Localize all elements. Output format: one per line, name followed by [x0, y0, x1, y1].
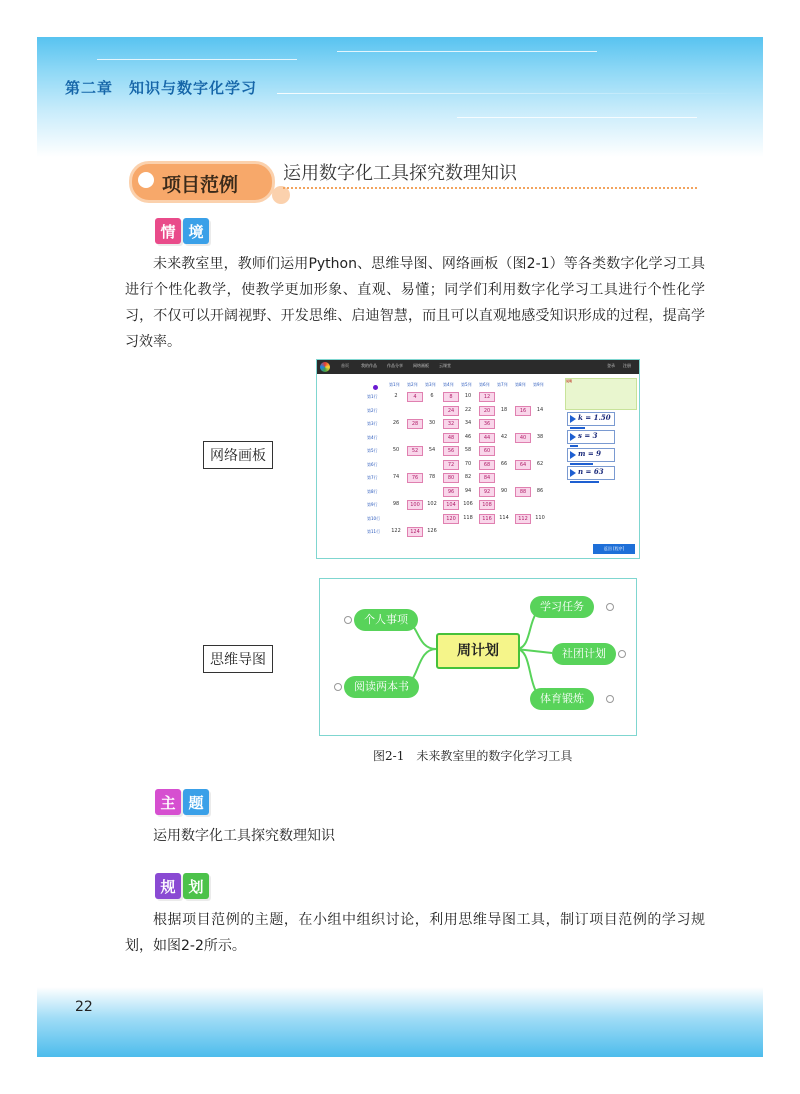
geoboard-number-cell: 56: [443, 446, 459, 456]
geoboard-logo-icon: [320, 362, 330, 372]
geoboard-number-cell: 92: [479, 487, 495, 497]
geoboard-number-cell: 54: [428, 447, 436, 453]
geoboard-note-title: 说明: [566, 379, 573, 383]
mindmap-expand-icon[interactable]: [606, 603, 614, 611]
footer-band: [37, 987, 763, 1057]
geoboard-column-header: 第7列: [497, 382, 508, 387]
slider-value: k = 1.50: [578, 413, 611, 422]
geoboard-number-cell: 120: [443, 514, 459, 524]
geoboard-number-cell: 66: [500, 460, 508, 467]
mindmap-center-node[interactable]: 周计划: [436, 633, 520, 669]
geoboard-row-header: 第2行: [367, 407, 378, 413]
geoboard-number-cell: 10: [464, 393, 472, 399]
geoboard-row-header: 第9行: [367, 502, 378, 507]
mindmap-expand-icon[interactable]: [606, 695, 614, 703]
geoboard-number-cell: 82: [464, 474, 472, 480]
geoboard-number-cell: 76: [407, 473, 423, 483]
geoboard-number-cell: 14: [536, 406, 544, 413]
play-icon[interactable]: [570, 469, 576, 477]
geoboard-number-cell: 90: [500, 487, 508, 494]
geoboard-screenshot: [316, 359, 640, 559]
geoboard-number-cell: 104: [443, 500, 459, 510]
geoboard-row-header: 第7行: [367, 475, 378, 480]
geoboard-column-header: 第8列: [515, 382, 526, 387]
geoboard-return-button[interactable]: 返回 [程序]: [593, 544, 635, 554]
geoboard-number-cell: 116: [479, 514, 495, 524]
geoboard-number-cell: 38: [536, 433, 544, 440]
theme-text: 运用数字化工具探究数理知识: [153, 828, 335, 844]
geoboard-number-cell: 94: [464, 487, 472, 494]
geoboard-menu-item[interactable]: 作品分享: [387, 363, 403, 368]
figure-caption: 图2-1 未来教室里的数字化学习工具: [373, 749, 573, 763]
slider-value: s = 3: [578, 431, 598, 440]
slider-track[interactable]: [570, 427, 585, 429]
geoboard-number-cell: 74: [392, 474, 400, 480]
geoboard-number-cell: 122: [391, 528, 401, 534]
geoboard-number-cell: 88: [515, 487, 531, 497]
theme-badge: [155, 789, 209, 817]
page-number: 22: [75, 999, 93, 1015]
geoboard-number-cell: 70: [464, 460, 472, 467]
geoboard-number-cell: 98: [392, 501, 400, 507]
mindmap-label: 思维导图: [203, 645, 273, 673]
geoboard-number-cell: 100: [407, 500, 423, 510]
geoboard-number-cell: 34: [464, 420, 472, 426]
geoboard-number-cell: 72: [443, 460, 459, 470]
geoboard-row-header: 第11行: [367, 529, 381, 534]
geoboard-number-cell: 50: [392, 447, 400, 453]
geoboard-number-cell: 40: [515, 433, 531, 443]
geoboard-number-cell: 110: [535, 514, 545, 521]
geoboard-number-cell: 16: [515, 406, 531, 416]
geoboard-number-cell: 52: [407, 446, 423, 456]
geoboard-number-cell: 114: [499, 514, 509, 521]
geoboard-number-cell: 60: [479, 446, 495, 456]
geoboard-register[interactable]: 注册: [623, 363, 631, 368]
geoboard-number-cell: 64: [515, 460, 531, 470]
chapter-title: 第二章 知识与数字化学习: [65, 79, 258, 97]
geoboard-number-cell: 80: [443, 473, 459, 483]
geoboard-column-header: 第5列: [461, 382, 472, 387]
geoboard-number-cell: 18: [500, 406, 508, 413]
geoboard-number-cell: 24: [443, 406, 459, 416]
geoboard-number-cell: 112: [515, 514, 531, 524]
play-icon[interactable]: [570, 451, 576, 459]
geoboard-row-header: 第8行: [367, 488, 378, 494]
section-pill-label: 项目范例: [162, 174, 239, 196]
geoboard-number-cell: 78: [428, 474, 436, 480]
geoboard-number-cell: 22: [464, 406, 472, 413]
geoboard-number-cell: 8: [443, 392, 459, 402]
geoboard-row-header: 第6行: [367, 461, 378, 467]
mindmap-expand-icon[interactable]: [618, 650, 626, 658]
geoboard-number-cell: 6: [430, 393, 434, 399]
context-badge-char-1: 情: [155, 218, 181, 244]
theme-badge-char-1: 主: [155, 789, 181, 815]
plan-badge-char-1: 规: [155, 873, 181, 899]
mindmap-node-personal[interactable]: 个人事项: [354, 609, 418, 631]
geoboard-column-header: 第9列: [533, 382, 544, 387]
context-badge-char-2: 境: [183, 218, 209, 244]
pill-dot: [138, 172, 154, 188]
geoboard-menu-item[interactable]: 首页: [341, 363, 349, 368]
geoboard-number-cell: 68: [479, 460, 495, 470]
geoboard-parameter-slider[interactable]: [567, 412, 615, 426]
geoboard-parameter-slider[interactable]: [567, 430, 615, 444]
geoboard-number-cell: 30: [428, 420, 436, 426]
geoboard-number-cell: 108: [479, 500, 495, 510]
header-divider: [277, 93, 757, 94]
mindmap-expand-icon[interactable]: [334, 683, 342, 691]
geoboard-number-cell: 48: [443, 433, 459, 443]
geoboard-number-cell: 96: [443, 487, 459, 497]
geoboard-row-header: 第10行: [367, 515, 381, 521]
geoboard-number-cell: 106: [463, 501, 473, 507]
slider-value: n = 63: [578, 467, 604, 476]
geoboard-menu-item[interactable]: 我的作品: [361, 363, 377, 368]
geoboard-number-cell: 26: [392, 420, 400, 426]
section-dotted-rule: [283, 187, 697, 189]
geoboard-number-cell: 102: [427, 501, 437, 507]
plan-badge-char-2: 划: [183, 873, 209, 899]
geoboard-number-cell: 118: [463, 514, 473, 521]
geoboard-number-cell: 62: [536, 460, 544, 467]
mindmap-expand-icon[interactable]: [344, 616, 352, 624]
geoboard-number-cell: 36: [479, 419, 495, 429]
geoboard-label: 网络画板: [203, 441, 273, 469]
geoboard-row-header: 第1行: [367, 394, 378, 399]
context-badge: [155, 218, 209, 246]
slider-track[interactable]: [570, 445, 578, 447]
geoboard-login[interactable]: 登录: [607, 363, 615, 368]
geoboard-number-cell: 124: [407, 527, 423, 537]
textbook-page: [37, 37, 763, 1057]
geoboard-note: [565, 378, 637, 410]
geoboard-row-header: 第4行: [367, 434, 378, 440]
geoboard-topbar: [317, 360, 639, 374]
play-icon[interactable]: [570, 415, 576, 423]
geoboard-column-header: 第2列: [407, 382, 418, 387]
section-pill: [129, 161, 275, 203]
geoboard-number-cell: 46: [464, 433, 472, 440]
geoboard-parameter-slider[interactable]: [567, 448, 615, 462]
mindmap-node-reading[interactable]: 阅读两本书: [344, 676, 419, 698]
geoboard-number-cell: 32: [443, 419, 459, 429]
context-paragraph: 未来教室里，教师们运用Python、思维导图、网络画板（图2-1）等各类数字化学习工具进行个性化教学，使教学更加形象、直观、易懂；同学们利用数字化学习工具进行个性化学习，不仅可以开阔视野、开发思维、启迪智慧，而且可以直观地感受知识形成的过程，提高学习效率。: [125, 256, 705, 350]
mindmap-node-study[interactable]: 学习任务: [530, 596, 594, 618]
geoboard-parameter-slider[interactable]: [567, 466, 615, 480]
geoboard-row-header: 第3行: [367, 421, 378, 426]
geoboard-point-icon: [373, 385, 378, 390]
mindmap-node-sports[interactable]: 体育锻炼: [530, 688, 594, 710]
geoboard-number-cell: 28: [407, 419, 423, 429]
section-subtitle: 运用数字化工具探究数理知识: [283, 163, 517, 184]
geoboard-number-cell: 126: [427, 528, 437, 534]
play-icon[interactable]: [570, 433, 576, 441]
geoboard-number-cell: 12: [479, 392, 495, 402]
geoboard-column-header: 第1列: [389, 382, 400, 387]
geoboard-number-cell: 20: [479, 406, 495, 416]
slider-track[interactable]: [570, 481, 599, 483]
geoboard-menu-item[interactable]: 云课堂: [439, 363, 451, 368]
geoboard-number-cell: 42: [500, 433, 508, 440]
geoboard-number-cell: 84: [479, 473, 495, 483]
geoboard-column-header: 第4列: [443, 382, 454, 387]
geoboard-number-cell: 58: [464, 447, 472, 453]
mindmap-node-club[interactable]: 社团计划: [552, 643, 616, 665]
slider-track[interactable]: [570, 463, 593, 465]
theme-badge-char-2: 题: [183, 789, 209, 815]
plan-paragraph: 根据项目范例的主题，在小组中组织讨论，利用思维导图工具，制订项目范例的学习规划，如图2-2所示。: [125, 912, 705, 954]
geoboard-column-header: 第3列: [425, 382, 436, 387]
geoboard-column-header: 第6列: [479, 382, 490, 387]
geoboard-row-header: 第5行: [367, 448, 378, 453]
geoboard-menu-item[interactable]: 网络画板: [413, 363, 429, 368]
geoboard-number-cell: 86: [536, 487, 544, 494]
geoboard-number-cell: 44: [479, 433, 495, 443]
geoboard-number-cell: 4: [407, 392, 423, 402]
slider-value: m = 9: [578, 449, 602, 458]
mindmap-screenshot: [319, 578, 637, 736]
plan-badge: [155, 873, 209, 901]
geoboard-number-cell: 2: [394, 393, 398, 399]
